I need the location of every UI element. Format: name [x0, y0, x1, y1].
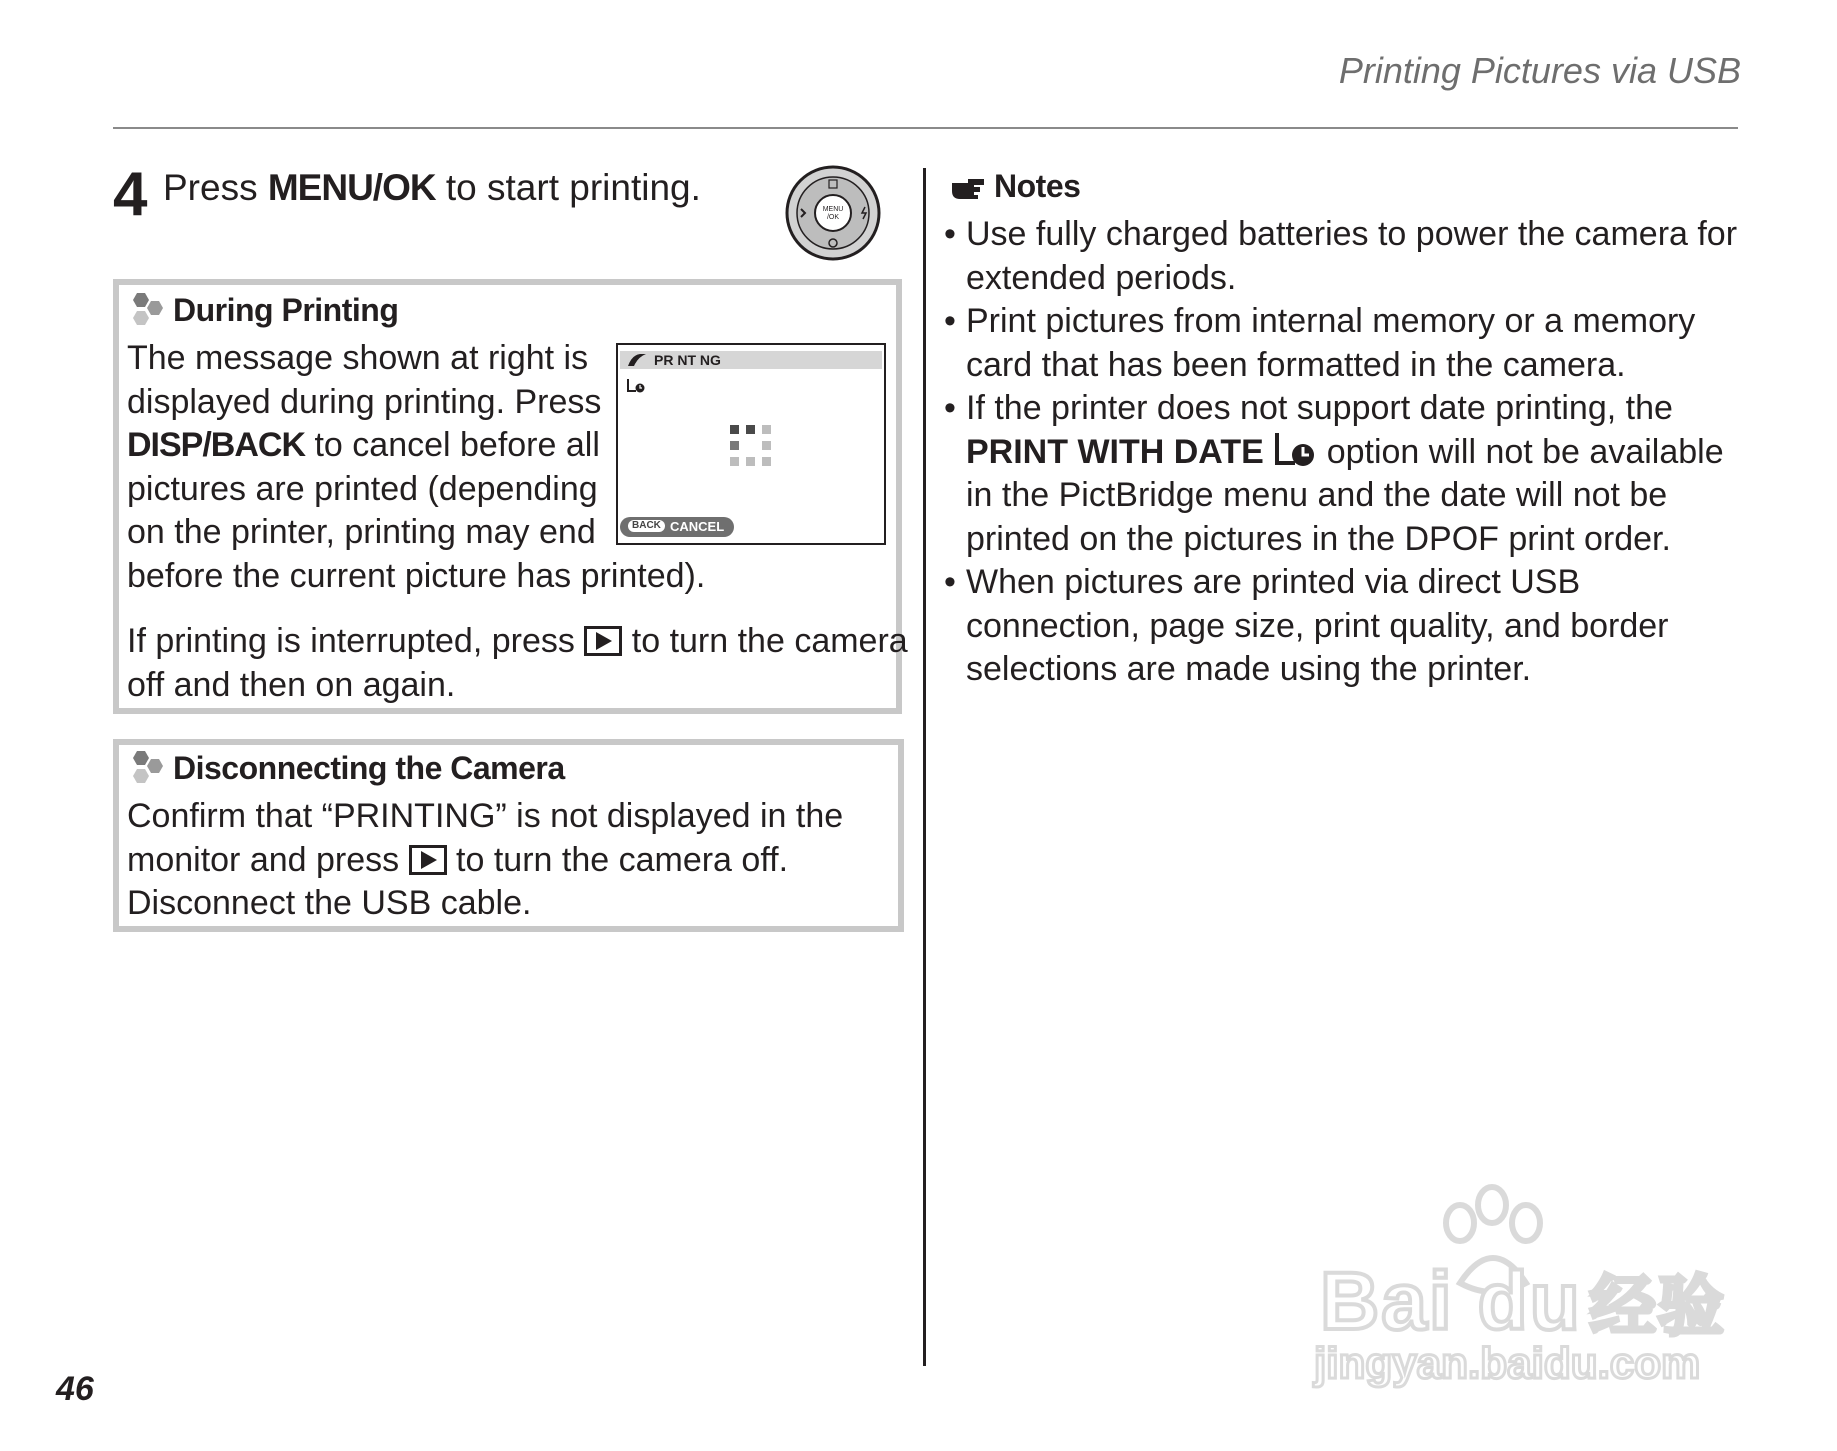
- printing-screen-illustration: [616, 343, 886, 545]
- hexagon-tip-icon: [127, 291, 165, 329]
- during-line-3: [127, 424, 607, 468]
- interrupted-post: to turn the camera: [622, 622, 908, 660]
- note-text-pre: If the printer does not support date printing, the: [966, 389, 1673, 427]
- screen-status-bar: [620, 351, 882, 369]
- during-printing-title: During Printing: [173, 291, 399, 328]
- print-with-date-label: PRINT WITH DATE: [966, 432, 1264, 471]
- running-header: Printing Pictures via USB: [1338, 50, 1741, 91]
- interrupted-line-2: off and then on again.: [127, 665, 456, 704]
- playback-button-icon: [584, 626, 622, 656]
- watermark-du: du: [1477, 1256, 1582, 1347]
- screen-status-text: PR NT NG: [654, 352, 721, 368]
- note-text-post: option will not be available in the PictBridge menu and the date will not be printed on the pictures in the DPOF print order.: [966, 432, 1724, 558]
- hexagon-tip-icon: [127, 749, 165, 787]
- during-line-3-rest: to cancel before all: [305, 426, 600, 464]
- during-line-4: pictures are printed (depending: [127, 469, 598, 508]
- during-line-6: before the current picture has printed).: [127, 556, 706, 595]
- note-text: When pictures are printed via direct USB connection, page size, print quality, and border selections are made using the printer.: [966, 563, 1669, 688]
- dial-label-line1: MENU: [822, 206, 844, 213]
- page-number: 46: [56, 1370, 94, 1408]
- watermark-text-line1: [1320, 1253, 1726, 1349]
- disconnecting-title: Disconnecting the Camera: [173, 749, 565, 786]
- dial-label-line2: /OK: [826, 214, 840, 221]
- notes-list: [940, 213, 1740, 692]
- interrupted-line-1: [127, 620, 907, 664]
- screen-cancel-hint: [620, 517, 734, 537]
- header-divider: [113, 127, 1738, 129]
- print-with-date-icon: [1273, 431, 1317, 467]
- pointing-hand-icon: [950, 173, 986, 201]
- watermark-url: jingyan.baidu.com: [1314, 1339, 1701, 1388]
- disconnect-line-2-post: to turn the camera off.: [446, 840, 789, 879]
- disp-back-label: DISP/BACK: [127, 426, 306, 464]
- watermark-bai: Bai: [1320, 1256, 1454, 1347]
- screen-cancel-text: CANCEL: [670, 519, 725, 534]
- printer-connection-icon: [626, 353, 648, 367]
- note-item: [940, 213, 1740, 300]
- notes-title: Notes: [994, 168, 1081, 204]
- note-text: Print pictures from internal memory or a memory card that has been formatted in the camera.: [966, 302, 1696, 384]
- step-text-button-name: MENU/OK: [267, 167, 436, 208]
- during-line-2: displayed during printing. Press: [127, 382, 602, 421]
- disconnect-line-1: Confirm that “PRINTING” is not displayed in the: [127, 797, 844, 835]
- menu-ok-dial-icon: [785, 165, 881, 261]
- note-bullet: •: [944, 215, 956, 253]
- step-text-post: to start printing.: [435, 167, 701, 208]
- playback-button-icon: [409, 845, 447, 875]
- disconnecting-heading: [127, 749, 565, 787]
- print-with-date-small-icon: [626, 377, 646, 393]
- note-item: [940, 561, 1740, 692]
- note-bullet: •: [944, 302, 956, 340]
- step-instruction: [163, 166, 701, 210]
- watermark-jingyan-cn: 经验: [1589, 1269, 1726, 1343]
- disconnect-line-3: Disconnect the USB cable.: [127, 884, 532, 922]
- during-line-1: The message shown at right is: [127, 339, 589, 377]
- during-printing-heading: [127, 291, 398, 329]
- disconnecting-paragraph: [127, 795, 897, 926]
- note-bullet: •: [944, 563, 956, 601]
- note-item: [940, 387, 1740, 561]
- step-number: 4: [113, 160, 148, 229]
- disconnect-line-2: [127, 839, 897, 883]
- note-item: [940, 300, 1740, 387]
- during-line-5: on the printer, printing may end: [127, 513, 596, 551]
- step-text-pre: Press: [163, 167, 268, 208]
- note-text: Use fully charged batteries to power the camera for extended periods.: [966, 215, 1738, 297]
- disconnect-line-2-pre: monitor and press: [127, 840, 409, 879]
- progress-indicator-icon: [730, 425, 776, 467]
- back-badge: BACK: [628, 520, 665, 532]
- baidu-watermark: [1300, 1183, 1740, 1388]
- notes-heading: [950, 168, 1080, 205]
- note-bullet: •: [944, 389, 956, 427]
- interrupted-paragraph: [127, 620, 907, 707]
- column-divider: [923, 168, 926, 1366]
- interrupted-pre: If printing is interrupted, press: [127, 622, 585, 660]
